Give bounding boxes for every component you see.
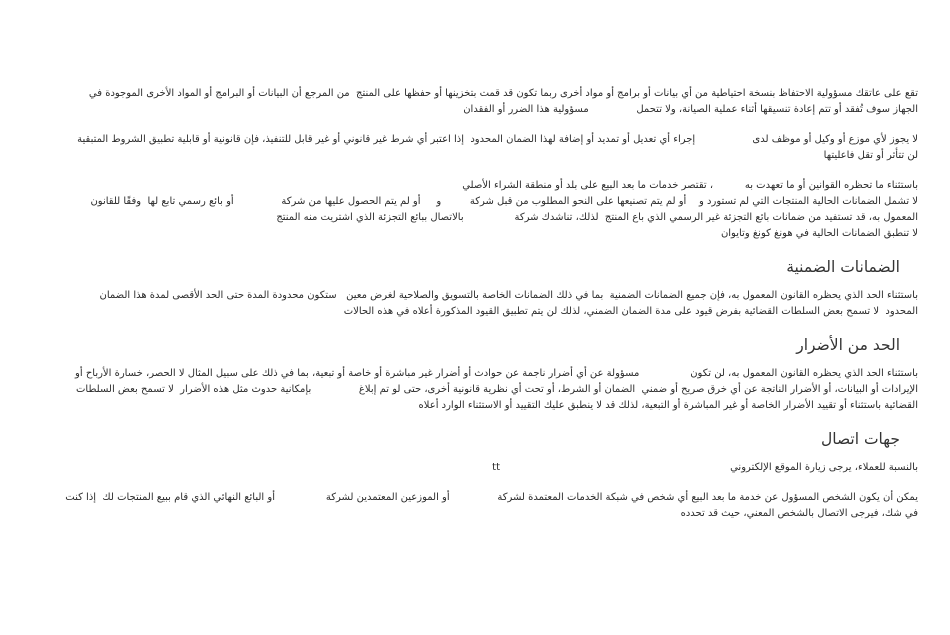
warranty-document — [64, 86, 918, 536]
no-modification-paragraph: لا يجوز لأي موزع أو وكيل أو موظف لدى إجراء أي تعديل أو تمديد أو إضافة لهذا الضمان المحدود إذا اعتبر أي شرط غير قانوني أو غير قابل للتنفيذ، فإن قانونية أو قابلية تطبيق الشروط المتبقية لن تتأثر أو تقل فاعليتها — [73, 134, 918, 161]
import-exclusion-line: لا تشمل الضمانات الحالية المنتجات التي لم تستورد و أو لم يتم تصنيعها على النحو المطلوب من قبل شركة و أو لم يتم الحصول عليها من شركة أو بائع رسمي تابع لها وفقًا للقانون المعمول به، قد تستفيد من ضمانات بائع التجزئة غير الرسمي الذي باع المنتج لذلك، تناشدك شركة بالاتصال ببائع التجزئة الذي اشتريت منه المنتج — [87, 196, 918, 223]
limitation-of-damages-heading: الحد من الأضرار — [796, 336, 900, 354]
website-link[interactable]: tt — [492, 462, 500, 473]
service-exceptions-block — [64, 178, 918, 242]
implied-warranties-body: باستثناء الحد الذي يحظره القانون المعمول به، فإن جميع الضمانات الضمنية بما في ذلك الضمانات الخاصة بالتسويق والصلاحية لغرض معين ستكون محدودة المدة حتى الحد الأقصى لمدة هذا الضمان المحدود لا تسمح بعض السلطات القضائية بفرض قيود على مدة الضمان الضمني، لذلك لن يتم تطبيق القيود المذكورة أعلاه في هذه الحالات — [96, 290, 918, 317]
contacts-body: يمكن أن يكون الشخص المسؤول عن خدمة ما بعد البيع أي شخص في شبكة الخدمات المعتمدة لشركة أو الموزعين المعتمدين لشركة أو البائع النهائي الذي قام ببيع المنتجات لك إذا كنت في شك، فيرجى الاتصال بالشخص المعني، حيث قد تحدده — [62, 492, 918, 519]
website-instruction: بالنسبة للعملاء، يرجى زيارة الموقع الإلكتروني — [730, 462, 918, 473]
implied-warranties-heading: الضمانات الضمنية — [786, 258, 900, 276]
backup-responsibility-paragraph: تقع على عاتقك مسؤولية الاحتفاظ بنسخة احتياطية من أي بيانات أو برامج أو مواد أخرى ربما تكون قد قمت بتخزينها أو حفظها على المنتج من المرجع أن البيانات أو البرامج أو المواد الأخرى الموجودة في الجهاز سوف تُفقد أو تتم إعادة تنسيقها أثناء عملية الصيانة، ولا تتحمل مسؤولية هذا الضرر أو الفقدان — [85, 88, 918, 115]
limitation-of-damages-body: باستثناء الحد الذي يحظره القانون المعمول به، لن تكون مسؤولة عن أي أضرار ناجمة عن حوادث أو أضرار غير مباشرة أو خاصة أو تبعية، بما في ذلك على سبيل المثال لا الحصر، خسارة الأرباح أو الإيرادات أو البيانات، أو الأضرار الناتجة عن أي خرق صريح أو ضمني الضمان أو الشرط، أو تحت أي نظرية قانونية أخرى، حتى لو تم إبلاغ بإمكانية حدوث مثل هذه الأضرار لا تسمح بعض السلطات القضائية باستثناء أو تقييد الأضرار الخاصة أو غير المباشرة أو التبعية، لذلك قد لا ينطبق عليك التقييد أو الاستثناء الوارد أعلاه — [71, 368, 918, 411]
website-row — [64, 460, 918, 476]
contacts-heading: جهات اتصال — [820, 430, 900, 448]
service-region-line: باستثناء ما تحظره القوانين أو ما تعهدت به ، تقتصر خدمات ما بعد البيع على بلد أو منطقة الشراء الأصلي — [462, 180, 918, 191]
hongkong-taiwan-line: لا تنطبق الضمانات الحالية في هونغ كونغ وتايوان — [720, 228, 918, 239]
